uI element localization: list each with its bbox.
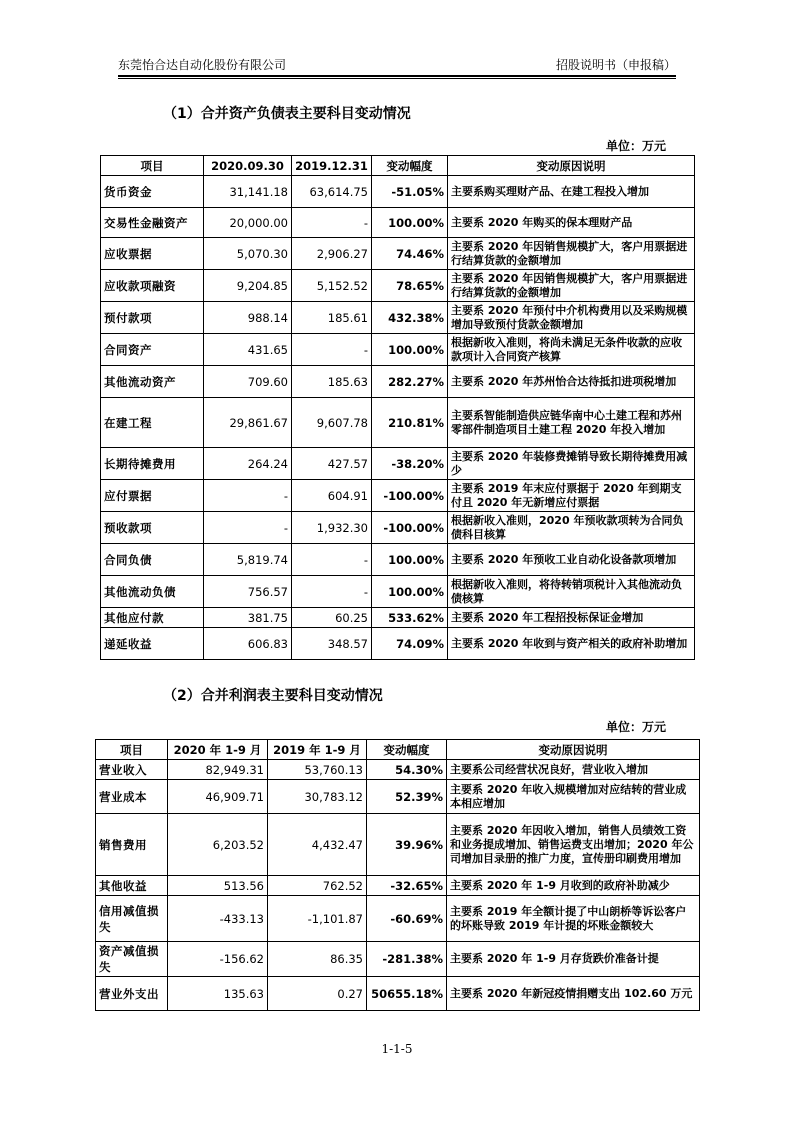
row-value-prior: - [292, 334, 372, 366]
table-body [101, 176, 695, 660]
row-item-name: 营业外支出 [96, 977, 168, 1011]
row-value-current: 9,204.85 [204, 270, 292, 302]
table-row [96, 814, 700, 876]
balance-sheet-table [100, 155, 695, 660]
row-value-prior: 348.57 [292, 628, 372, 660]
row-change-pct: 50655.18% [367, 977, 447, 1011]
row-change-reason: 根据新收入准则，将尚未满足无条件收款的应收款项计入合同资产核算 [448, 334, 695, 366]
table-row [101, 544, 695, 576]
row-value-current: -156.62 [168, 942, 268, 977]
section2-title: （2）合并利润表主要科目变动情况 [163, 688, 383, 704]
row-change-pct: 100.00% [372, 208, 448, 238]
row-change-pct: 74.46% [372, 238, 448, 270]
row-change-pct: 39.96% [367, 814, 447, 876]
row-value-current: 264.24 [204, 448, 292, 480]
row-value-current: 6,203.52 [168, 814, 268, 876]
row-change-pct: 432.38% [372, 302, 448, 334]
row-value-prior: 604.91 [292, 480, 372, 512]
table-row [101, 628, 695, 660]
page-number: 1-1-5 [381, 1042, 413, 1056]
table-header-row [101, 156, 695, 176]
company-name: 东莞怡合达自动化股份有限公司 [118, 58, 287, 72]
column-header: 项目 [96, 740, 168, 760]
column-header: 变动幅度 [367, 740, 447, 760]
table-row [101, 208, 695, 238]
table-row [101, 270, 695, 302]
row-change-reason: 主要系 2020 年工程招投标保证金增加 [448, 608, 695, 628]
row-value-current: 606.83 [204, 628, 292, 660]
section1-unit: 单位：万元 [606, 139, 667, 153]
row-value-current: 381.75 [204, 608, 292, 628]
row-change-reason: 主要系智能制造供应链华南中心土建工程和苏州零部件制造项目土建工程 2020 年投入增加 [448, 398, 695, 448]
row-value-prior: 5,152.52 [292, 270, 372, 302]
table-row [96, 977, 700, 1011]
row-change-pct: 533.62% [372, 608, 448, 628]
table-row [101, 398, 695, 448]
row-item-name: 信用减值损失 [96, 896, 168, 942]
row-value-current: 20,000.00 [204, 208, 292, 238]
row-change-pct: 210.81% [372, 398, 448, 448]
row-change-reason: 主要系 2020 年预收工业自动化设备款项增加 [448, 544, 695, 576]
row-change-pct: -281.38% [367, 942, 447, 977]
row-value-prior: - [292, 576, 372, 608]
row-item-name: 应付票据 [101, 480, 204, 512]
row-item-name: 合同负债 [101, 544, 204, 576]
row-value-current: -433.13 [168, 896, 268, 942]
column-header: 2020 年 1-9 月 [168, 740, 268, 760]
row-change-reason: 主要系 2020 年收到与资产相关的政府补助增加 [448, 628, 695, 660]
row-value-prior: -1,101.87 [268, 896, 367, 942]
row-value-prior: 53,760.13 [268, 760, 367, 780]
column-header: 2020.09.30 [204, 156, 292, 176]
row-value-prior: 762.52 [268, 876, 367, 896]
row-change-pct: 52.39% [367, 780, 447, 814]
row-item-name: 营业成本 [96, 780, 168, 814]
row-item-name: 预收款项 [101, 512, 204, 544]
section2-unit: 单位：万元 [606, 720, 667, 734]
row-item-name: 货币资金 [101, 176, 204, 208]
header-rule-thick [118, 75, 676, 77]
row-value-current: 82,949.31 [168, 760, 268, 780]
row-value-prior: 2,906.27 [292, 238, 372, 270]
row-value-prior: - [292, 208, 372, 238]
row-change-reason: 主要系购买理财产品、在建工程投入增加 [448, 176, 695, 208]
column-header: 变动原因说明 [448, 156, 695, 176]
row-change-reason: 主要系 2020 年新冠疫情捐赠支出 102.60 万元 [447, 977, 700, 1011]
table-header-row [96, 740, 700, 760]
row-value-current: - [204, 512, 292, 544]
row-item-name: 合同资产 [101, 334, 204, 366]
row-change-reason: 主要系 2020 年因销售规模扩大，客户用票据进行结算货款的金额增加 [448, 238, 695, 270]
column-header: 变动原因说明 [447, 740, 700, 760]
row-value-prior: 9,607.78 [292, 398, 372, 448]
row-change-reason: 主要系 2020 年购买的保本理财产品 [448, 208, 695, 238]
row-change-pct: -60.69% [367, 896, 447, 942]
row-value-prior: 30,783.12 [268, 780, 367, 814]
section1-title: （1）合并资产负债表主要科目变动情况 [163, 106, 411, 122]
row-item-name: 其他流动资产 [101, 366, 204, 398]
row-value-prior: 86.35 [268, 942, 367, 977]
row-value-prior: 185.63 [292, 366, 372, 398]
row-item-name: 其他流动负债 [101, 576, 204, 608]
row-change-pct: -32.65% [367, 876, 447, 896]
row-change-reason: 根据新收入准则，将待转销项税计入其他流动负债核算 [448, 576, 695, 608]
row-value-current: 31,141.18 [204, 176, 292, 208]
table-row [101, 448, 695, 480]
row-change-reason: 主要系 2020 年 1-9 月存货跌价准备计提 [447, 942, 700, 977]
table-row [101, 302, 695, 334]
row-value-prior: 60.25 [292, 608, 372, 628]
table-row [101, 608, 695, 628]
page-header [118, 56, 676, 76]
row-value-current: 5,070.30 [204, 238, 292, 270]
row-value-current: - [204, 480, 292, 512]
column-header: 2019 年 1-9 月 [268, 740, 367, 760]
row-item-name: 其他应付款 [101, 608, 204, 628]
row-change-pct: 74.09% [372, 628, 448, 660]
table-row [96, 942, 700, 977]
row-value-current: 513.56 [168, 876, 268, 896]
row-value-prior: 427.57 [292, 448, 372, 480]
row-change-reason: 主要系 2020 年装修费摊销导致长期待摊费用减少 [448, 448, 695, 480]
row-item-name: 递延收益 [101, 628, 204, 660]
row-change-reason: 主要系 2020 年 1-9 月收到的政府补助减少 [447, 876, 700, 896]
row-change-pct: -100.00% [372, 480, 448, 512]
table-row [101, 366, 695, 398]
row-change-pct: 54.30% [367, 760, 447, 780]
row-item-name: 其他收益 [96, 876, 168, 896]
row-item-name: 营业收入 [96, 760, 168, 780]
row-value-current: 29,861.67 [204, 398, 292, 448]
header-rule-thin [118, 78, 676, 79]
row-item-name: 应收款项融资 [101, 270, 204, 302]
row-change-pct: 100.00% [372, 334, 448, 366]
table-row [101, 334, 695, 366]
row-value-prior: - [292, 544, 372, 576]
row-change-reason: 主要系公司经营状况良好，营业收入增加 [447, 760, 700, 780]
row-value-current: 5,819.74 [204, 544, 292, 576]
table-row [101, 176, 695, 208]
row-value-prior: 1,932.30 [292, 512, 372, 544]
row-item-name: 应收票据 [101, 238, 204, 270]
row-value-current: 709.60 [204, 366, 292, 398]
table-row [101, 480, 695, 512]
column-header: 2019.12.31 [292, 156, 372, 176]
income-statement-table [95, 739, 700, 1011]
row-change-pct: -100.00% [372, 512, 448, 544]
row-value-prior: 63,614.75 [292, 176, 372, 208]
column-header: 变动幅度 [372, 156, 448, 176]
row-value-current: 135.63 [168, 977, 268, 1011]
table-body [96, 760, 700, 1011]
table-row [96, 896, 700, 942]
row-item-name: 长期待摊费用 [101, 448, 204, 480]
table-row [96, 876, 700, 896]
row-value-prior: 185.61 [292, 302, 372, 334]
row-value-current: 756.57 [204, 576, 292, 608]
row-item-name: 预付款项 [101, 302, 204, 334]
row-value-current: 46,909.71 [168, 780, 268, 814]
row-change-reason: 主要系 2020 年因销售规模扩大，客户用票据进行结算货款的金额增加 [448, 270, 695, 302]
row-item-name: 交易性金融资产 [101, 208, 204, 238]
table-row [96, 780, 700, 814]
row-value-current: 431.65 [204, 334, 292, 366]
row-change-pct: -38.20% [372, 448, 448, 480]
row-value-prior: 4,432.47 [268, 814, 367, 876]
document-title: 招股说明书（申报稿） [555, 58, 676, 72]
column-header: 项目 [101, 156, 204, 176]
row-change-reason: 主要系 2020 年收入规模增加对应结转的营业成本相应增加 [447, 780, 700, 814]
row-value-current: 988.14 [204, 302, 292, 334]
row-item-name: 资产减值损失 [96, 942, 168, 977]
row-change-reason: 主要系 2020 年预付中介机构费用以及采购规模增加导致预付货款金额增加 [448, 302, 695, 334]
row-change-pct: 100.00% [372, 576, 448, 608]
row-item-name: 在建工程 [101, 398, 204, 448]
row-change-reason: 主要系 2020 年苏州怡合达待抵扣进项税增加 [448, 366, 695, 398]
table-row [101, 512, 695, 544]
table-row [101, 238, 695, 270]
row-change-reason: 主要系 2020 年因收入增加，销售人员绩效工资和业务提成增加、销售运费支出增加；2020 年公司增加目录册的推广力度，宣传册印刷费用增加 [447, 814, 700, 876]
row-change-pct: 282.27% [372, 366, 448, 398]
row-change-pct: 100.00% [372, 544, 448, 576]
table-row [96, 760, 700, 780]
row-value-prior: 0.27 [268, 977, 367, 1011]
row-change-reason: 根据新收入准则，2020 年预收款项转为合同负债科目核算 [448, 512, 695, 544]
row-change-pct: -51.05% [372, 176, 448, 208]
row-change-reason: 主要系 2019 年末应付票据于 2020 年到期支付且 2020 年无新增应付票据 [448, 480, 695, 512]
row-change-reason: 主要系 2019 年全额计提了中山朗桥等诉讼客户的坏账导致 2019 年计提的坏账金额较大 [447, 896, 700, 942]
table-row [101, 576, 695, 608]
row-item-name: 销售费用 [96, 814, 168, 876]
row-change-pct: 78.65% [372, 270, 448, 302]
